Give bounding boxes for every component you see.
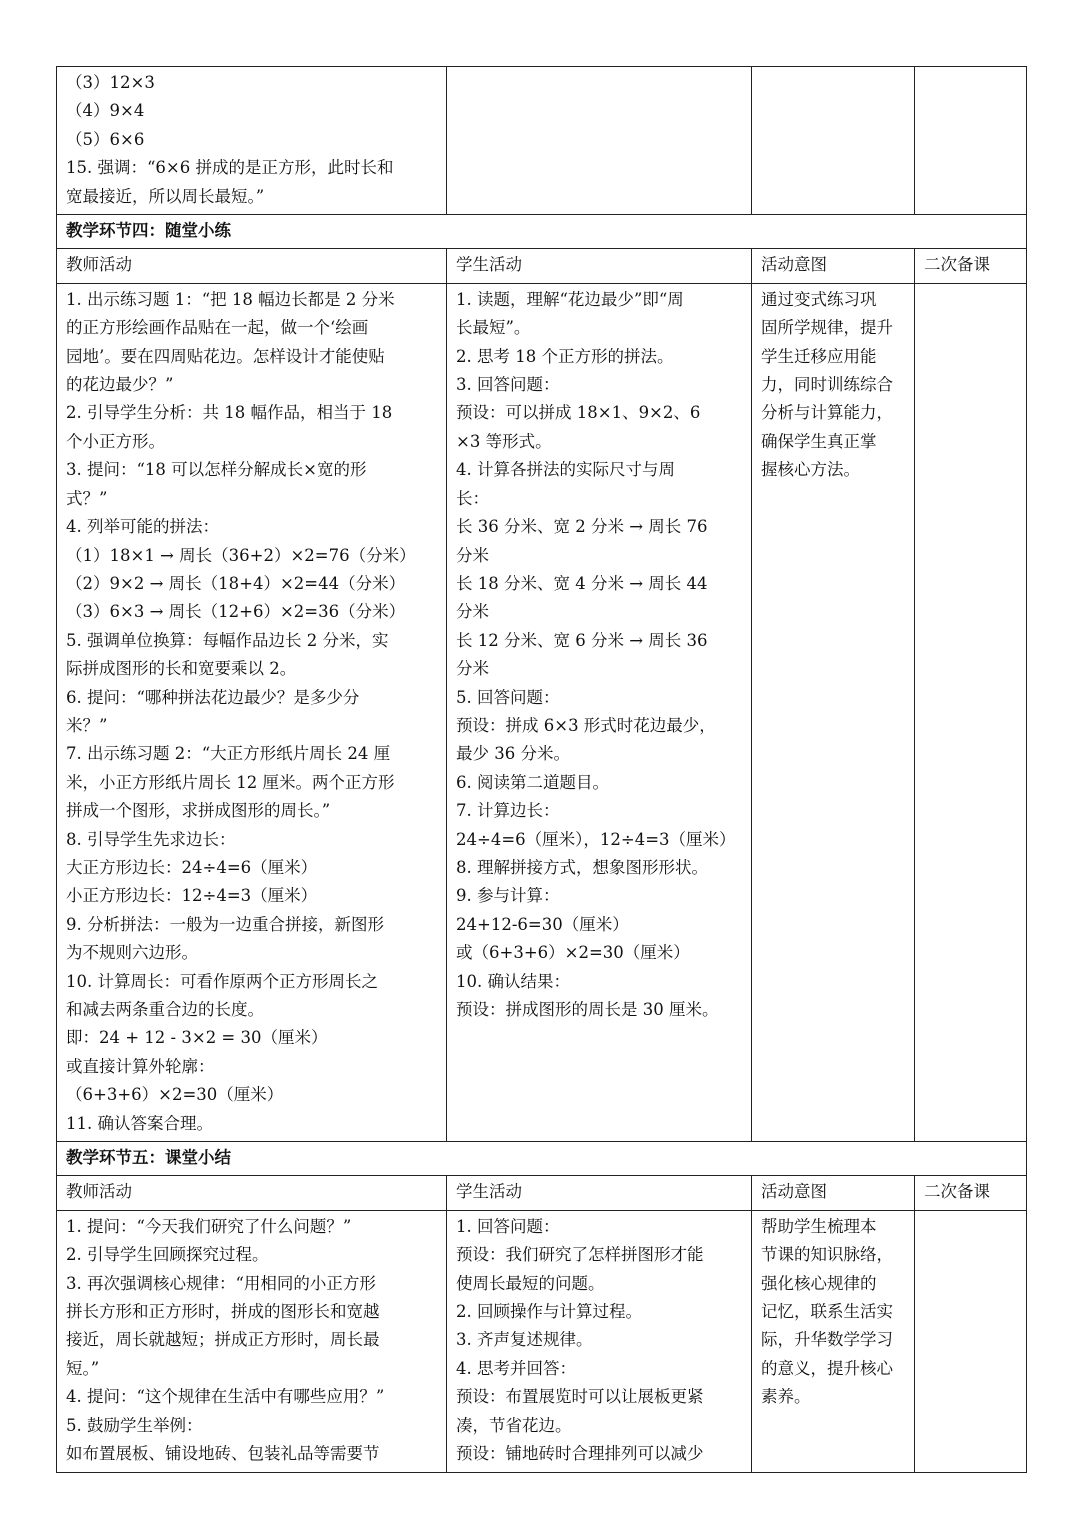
text-line: 的正方形绘画作品贴在一起，做一个‘绘画 <box>66 318 369 338</box>
text-line: 长 36 分米、宽 2 分米 → 周长 76 <box>456 517 708 537</box>
continuation-revision-cell <box>915 67 1027 215</box>
text-line: 10. 计算周长：可看作原两个正方形周长之 <box>66 971 378 991</box>
text-line: 和减去两条重合边的长度。 <box>66 1000 264 1019</box>
text-line: （3）12×3 <box>66 73 155 92</box>
text-line: （4）9×4 <box>66 101 145 121</box>
text-line: 3. 提问：“18 可以怎样分解成长×宽的形 <box>66 460 367 480</box>
text-line: 8. 理解拼接方式，想象图形形状。 <box>456 857 708 877</box>
text-line: 长 18 分米、宽 4 分米 → 周长 44 <box>456 573 708 593</box>
text-line: 9. 参与计算： <box>456 886 560 906</box>
section-four-intent-cell <box>752 283 915 1141</box>
text-line: 1. 回答问题： <box>456 1216 560 1236</box>
text-line: 长 12 分米、宽 6 分米 → 周长 36 <box>456 630 708 650</box>
text-line: 米，小正方形纸片周长 12 厘米。两个正方形 <box>66 772 395 792</box>
section-four-header-row <box>57 249 1027 283</box>
text-line: 大正方形边长：24÷4=6（厘米） <box>66 857 318 877</box>
text-line: 预设：布置展览时可以让展板更紧 <box>456 1387 704 1407</box>
section-five-title: 教学环节五：课堂小结 <box>57 1142 1027 1176</box>
text-line: 长： <box>456 488 489 508</box>
text-line: 园地’。要在四周贴花边。怎样设计才能使贴 <box>66 346 385 366</box>
text-line: 分米 <box>456 602 489 622</box>
text-line: 3. 再次强调核心规律：“用相同的小正方形 <box>66 1273 376 1293</box>
text-line: 素养。 <box>761 1387 811 1407</box>
text-line: 3. 回答问题： <box>456 375 560 395</box>
text-line: 预设：拼成图形的周长是 30 厘米。 <box>456 1000 719 1019</box>
text-line: （1）18×1 → 周长（36+2）×2=76（分米） <box>66 545 416 565</box>
header-student-activity: 学生活动 <box>447 249 752 283</box>
section-five-intent-cell <box>752 1210 915 1472</box>
text-line: 确保学生真正掌 <box>761 431 877 451</box>
text-line: 拼成一个图形，求拼成图形的周长。” <box>66 801 331 821</box>
text-line: 15. 强调：“6×6 拼成的是正方形，此时长和 <box>66 158 394 178</box>
section-five-student-cell <box>447 1210 752 1472</box>
section-five-revision-cell <box>915 1210 1027 1472</box>
text-line: 学生迁移应用能 <box>761 346 877 366</box>
text-line: 最少 36 分米。 <box>456 744 570 764</box>
text-line: 预设：拼成 6×3 形式时花边最少， <box>456 715 716 735</box>
text-line: 长最短”。 <box>456 318 531 338</box>
text-line: 2. 引导学生分析：共 18 幅作品，相当于 18 <box>66 403 393 423</box>
section-four-title-row <box>57 215 1027 249</box>
text-line: 的花边最少？” <box>66 375 174 395</box>
text-line: 节课的知识脉络， <box>761 1245 893 1265</box>
text-line: 拼长方形和正方形时，拼成的图形长和宽越 <box>66 1302 380 1322</box>
text-line: 预设：可以拼成 18×1、9×2、6 <box>456 403 701 423</box>
text-line: （6+3+6）×2=30（厘米） <box>66 1085 284 1105</box>
text-line: 5. 鼓励学生举例： <box>66 1415 203 1435</box>
lesson-plan-table <box>56 66 1027 1473</box>
text-line: 24÷4=6（厘米），12÷4=3（厘米） <box>456 829 736 849</box>
header-teacher-activity: 教师活动 <box>57 249 447 283</box>
text-line: 4. 提问：“这个规律在生活中有哪些应用？” <box>66 1387 385 1407</box>
text-line: （5）6×6 <box>66 129 145 149</box>
text-line: 短。” <box>66 1358 100 1378</box>
text-line: 为不规则六边形。 <box>66 943 198 963</box>
text-line: 7. 计算边长： <box>456 801 560 821</box>
text-line: 预设：铺地砖时合理排列可以减少 <box>456 1444 704 1464</box>
text-line: 分米 <box>456 659 489 679</box>
section-four-content-row <box>57 283 1027 1141</box>
text-line: 的意义，提升核心 <box>761 1358 893 1378</box>
text-line: 接近，周长就越短；拼成正方形时，周长最 <box>66 1330 380 1350</box>
section-four-student-cell <box>447 283 752 1141</box>
text-line: 固所学规律，提升 <box>761 318 893 338</box>
text-line: 4. 列举可能的拼法： <box>66 517 219 537</box>
continuation-student-cell <box>447 67 752 215</box>
text-line: 宽最接近，所以周长最短。” <box>66 186 265 206</box>
header-teacher-activity: 教师活动 <box>57 1176 447 1210</box>
text-line: 9. 分析拼法：一般为一边重合拼接，新图形 <box>66 914 384 934</box>
text-line: 强化核心规律的 <box>761 1273 877 1293</box>
text-line: 际拼成图形的长和宽要乘以 2。 <box>66 659 297 679</box>
header-activity-intent: 活动意图 <box>752 249 915 283</box>
text-line: 分米 <box>456 545 489 565</box>
text-line: 11. 确认答案合理。 <box>66 1113 213 1133</box>
text-line: 2. 回顾操作与计算过程。 <box>456 1302 642 1322</box>
text-line: 握核心方法。 <box>761 460 860 480</box>
text-line: 帮助学生梳理本 <box>761 1216 877 1236</box>
text-line: 或直接计算外轮廓： <box>66 1056 215 1076</box>
text-line: 5. 强调单位换算：每幅作品边长 2 分米，实 <box>66 630 389 650</box>
text-line: （3）6×3 → 周长（12+6）×2=36（分米） <box>66 602 406 622</box>
text-line: 1. 读题，理解“花边最少”即“周 <box>456 289 684 309</box>
text-line: 通过变式练习巩 <box>761 289 877 309</box>
header-student-activity: 学生活动 <box>447 1176 752 1210</box>
text-line: 5. 回答问题： <box>456 687 560 707</box>
text-line: 个小正方形。 <box>66 431 165 451</box>
text-line: 凑，节省花边。 <box>456 1415 572 1435</box>
text-line: ×3 等形式。 <box>456 431 552 451</box>
text-line: 2. 思考 18 个正方形的拼法。 <box>456 346 674 366</box>
text-line: 力，同时训练综合 <box>761 375 893 395</box>
text-line: 6. 阅读第二道题目。 <box>456 772 609 792</box>
text-line: 使周长最短的问题。 <box>456 1273 605 1293</box>
continuation-row <box>57 67 1027 215</box>
text-line: 24+12-6=30（厘米） <box>456 914 629 934</box>
section-five-teacher-cell <box>57 1210 447 1472</box>
continuation-teacher-cell <box>57 67 447 215</box>
text-line: （2）9×2 → 周长（18+4）×2=44（分米） <box>66 573 406 593</box>
section-four-title: 教学环节四：随堂小练 <box>57 215 1027 249</box>
header-activity-intent: 活动意图 <box>752 1176 915 1210</box>
section-four-revision-cell <box>915 283 1027 1141</box>
text-line: 或（6+3+6）×2=30（厘米） <box>456 943 690 963</box>
text-line: 1. 提问：“今天我们研究了什么问题？” <box>66 1216 352 1236</box>
text-line: 式？” <box>66 488 108 508</box>
continuation-intent-cell <box>752 67 915 215</box>
header-second-preparation: 二次备课 <box>915 1176 1027 1210</box>
text-line: 10. 确认结果： <box>456 971 570 991</box>
section-four-teacher-cell <box>57 283 447 1141</box>
text-line: 小正方形边长：12÷4=3（厘米） <box>66 886 318 906</box>
text-line: 记忆，联系生活实 <box>761 1302 893 1322</box>
text-line: 如布置展板、铺设地砖、包装礼品等需要节 <box>66 1444 380 1464</box>
text-line: 7. 出示练习题 2：“大正方形纸片周长 24 厘 <box>66 744 391 764</box>
text-line: 分析与计算能力， <box>761 403 893 423</box>
text-line: 1. 出示练习题 1：“把 18 幅边长都是 2 分米 <box>66 289 395 309</box>
text-line: 际，升华数学学习 <box>761 1330 893 1350</box>
section-five-header-row <box>57 1176 1027 1210</box>
text-line: 即：24 + 12 - 3×2 = 30（厘米） <box>66 1028 328 1048</box>
section-five-content-row <box>57 1210 1027 1472</box>
text-line: 6. 提问：“哪种拼法花边最少？是多少分 <box>66 687 360 707</box>
section-five-title-row <box>57 1142 1027 1176</box>
text-line: 8. 引导学生先求边长： <box>66 829 236 849</box>
header-second-preparation: 二次备课 <box>915 249 1027 283</box>
text-line: 米？” <box>66 715 108 735</box>
text-line: 预设：我们研究了怎样拼图形才能 <box>456 1245 704 1265</box>
text-line: 3. 齐声复述规律。 <box>456 1330 593 1350</box>
text-line: 2. 引导学生回顾探究过程。 <box>66 1245 269 1265</box>
text-line: 4. 计算各拼法的实际尺寸与周 <box>456 460 675 480</box>
text-line: 4. 思考并回答： <box>456 1358 576 1378</box>
